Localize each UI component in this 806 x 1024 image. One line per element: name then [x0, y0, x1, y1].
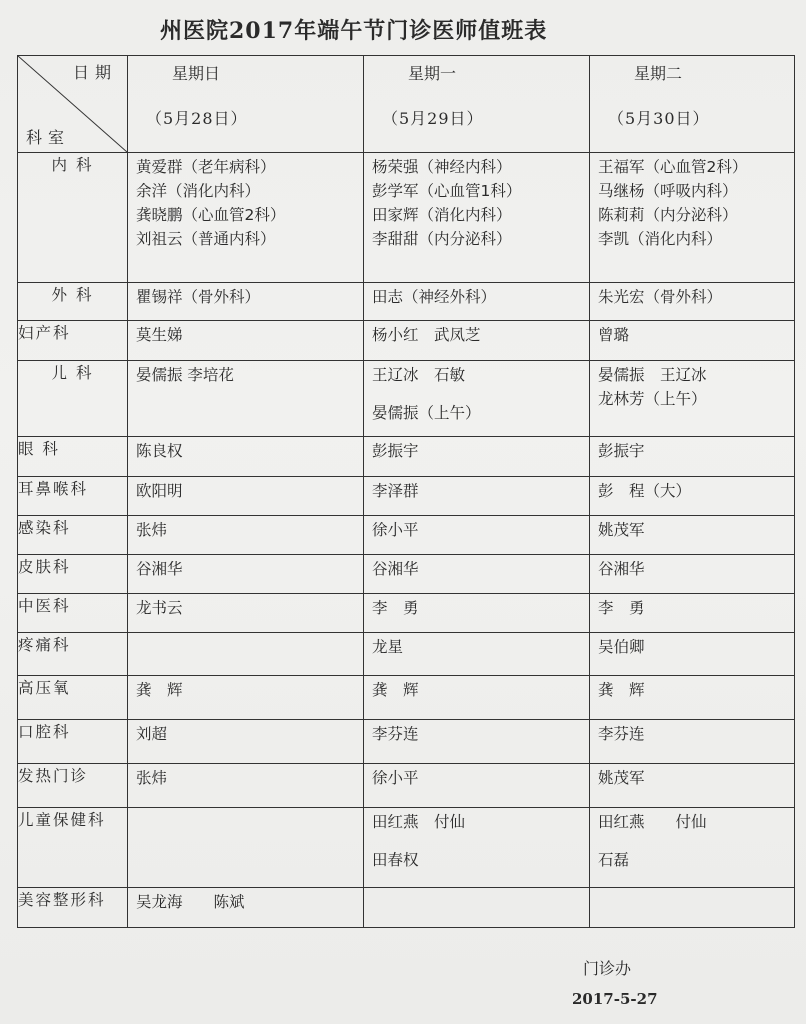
doctor-entry: 李甜甜（内分泌科） — [372, 230, 512, 248]
duty-cell — [128, 361, 364, 437]
doctor-entry: 彭振宇 — [372, 442, 419, 460]
doctor-entry: 谷湘华 — [136, 560, 183, 578]
corner-label-department: 科室 — [26, 128, 71, 147]
doctor-entry: 莫生娣 — [136, 326, 183, 344]
department-cell: 外 科 — [18, 283, 128, 321]
doctor-entry: 徐小平 — [372, 769, 419, 787]
doctor-entry: 田家辉（消化内科） — [372, 206, 512, 224]
duty-cell — [128, 321, 364, 361]
duty-cell — [364, 321, 590, 361]
duty-cell — [128, 594, 364, 633]
department-cell: 发热门诊 — [18, 764, 128, 808]
duty-cell — [128, 888, 364, 928]
doctor-entry: 谷湘华 — [372, 560, 419, 578]
doctor-entry: 田春权 — [372, 851, 419, 869]
table-row — [18, 321, 795, 361]
doctor-entry: 谷湘华 — [598, 560, 645, 578]
doctor-entry: 龚 辉 — [372, 681, 419, 699]
doctor-entry: 吴伯卿 — [598, 638, 645, 656]
table-row — [18, 888, 795, 928]
doctor-entry: 彭振宇 — [598, 442, 645, 460]
department-cell: 皮肤科 — [18, 555, 128, 594]
table-row — [18, 720, 795, 764]
doctor-entry: 龙书云 — [136, 599, 183, 617]
issuing-office: 门诊办 — [583, 959, 632, 978]
duty-cell — [590, 676, 795, 720]
doctor-entry: 张炜 — [136, 769, 168, 787]
doctor-entry: 曾璐 — [598, 326, 630, 344]
table-row — [18, 516, 795, 555]
table-row — [18, 555, 795, 594]
doctor-entry: 李芬连 — [372, 725, 419, 743]
doctor-entry: 李凯（消化内科） — [598, 230, 723, 248]
doctor-entry: 张炜 — [136, 521, 168, 539]
department-cell: 儿童保健科 — [18, 808, 128, 888]
table-row — [18, 477, 795, 516]
corner-label-date: 日期 — [72, 63, 117, 82]
doctor-entry: 吴龙海 陈斌 — [136, 893, 245, 911]
doctor-entry: 龚 辉 — [136, 681, 183, 699]
table-row — [18, 808, 795, 888]
duty-cell — [590, 283, 795, 321]
doctor-entry: 姚茂军 — [598, 521, 645, 539]
day-date: （5月30日） — [608, 109, 710, 128]
duty-cell — [590, 361, 795, 437]
duty-cell — [590, 764, 795, 808]
doctor-entry: 余洋（消化内科） — [136, 182, 261, 200]
duty-cell — [590, 477, 795, 516]
doctor-entry: 杨小红 武凤芝 — [372, 326, 481, 344]
duty-cell — [128, 720, 364, 764]
doctor-entry: 龚 辉 — [598, 681, 645, 699]
duty-cell — [128, 633, 364, 676]
header-row — [18, 56, 795, 153]
duty-cell — [128, 516, 364, 555]
doctor-entry: 王辽冰 石敏 — [372, 366, 466, 384]
duty-cell — [364, 437, 590, 477]
department-cell: 感染科 — [18, 516, 128, 555]
duty-cell — [364, 594, 590, 633]
duty-cell — [364, 888, 590, 928]
doctor-entry: 欧阳明 — [136, 482, 183, 500]
doctor-entry: 刘超 — [136, 725, 168, 743]
department-cell: 眼 科 — [18, 437, 128, 477]
page-title: 州医院2017年端午节门诊医师值班表 — [160, 18, 548, 44]
duty-cell — [364, 477, 590, 516]
duty-cell — [590, 153, 795, 283]
duty-cell — [128, 808, 364, 888]
doctor-entry: 田红燕 付仙 — [372, 813, 466, 831]
doctor-entry: 龙星 — [372, 638, 404, 656]
duty-cell — [364, 764, 590, 808]
duty-cell — [128, 153, 364, 283]
doctor-entry: 陈良权 — [136, 442, 183, 460]
roster-body — [18, 153, 795, 928]
doctor-entry: 朱光宏（骨外科） — [598, 288, 723, 306]
table-row — [18, 594, 795, 633]
doctor-entry: 龙林芳（上午） — [598, 390, 707, 408]
doctor-entry: 石磊 — [598, 851, 630, 869]
duty-roster-table — [17, 55, 795, 928]
duty-cell — [128, 555, 364, 594]
duty-cell — [364, 283, 590, 321]
doctor-entry: 李 勇 — [372, 599, 419, 617]
department-cell: 高压氧 — [18, 676, 128, 720]
department-cell: 疼痛科 — [18, 633, 128, 676]
duty-cell — [364, 720, 590, 764]
department-cell: 美容整形科 — [18, 888, 128, 928]
duty-cell — [364, 633, 590, 676]
day-header-tuesday — [590, 56, 795, 153]
department-cell: 口腔科 — [18, 720, 128, 764]
table-row — [18, 153, 795, 283]
duty-cell — [590, 720, 795, 764]
doctor-entry: 杨荣强（神经内科） — [372, 158, 512, 176]
duty-cell — [590, 594, 795, 633]
duty-cell — [128, 477, 364, 516]
duty-cell — [590, 437, 795, 477]
doctor-entry: 姚茂军 — [598, 769, 645, 787]
department-cell: 中医科 — [18, 594, 128, 633]
doctor-entry: 瞿锡祥（骨外科） — [136, 288, 261, 306]
duty-cell — [590, 555, 795, 594]
day-date: （5月28日） — [146, 109, 248, 128]
issue-date: 2017-5-27 — [572, 990, 658, 1008]
duty-cell — [128, 437, 364, 477]
duty-cell — [128, 283, 364, 321]
corner-header-cell — [18, 56, 128, 153]
duty-cell — [364, 361, 590, 437]
duty-cell — [364, 516, 590, 555]
doctor-entry: 晏儒振（上午） — [372, 404, 481, 422]
day-name: 星期日 — [172, 64, 221, 83]
table-row — [18, 764, 795, 808]
department-cell: 内 科 — [18, 153, 128, 283]
day-name: 星期二 — [634, 64, 683, 83]
department-cell: 儿 科 — [18, 361, 128, 437]
day-header-sunday — [128, 56, 364, 153]
duty-cell — [590, 633, 795, 676]
doctor-entry: 王福军（心血管2科） — [598, 158, 748, 176]
doctor-entry: 黄爱群（老年病科） — [136, 158, 276, 176]
doctor-entry: 龚晓鹏（心血管2科） — [136, 206, 286, 224]
doctor-entry: 彭 程（大） — [598, 482, 692, 500]
duty-cell — [364, 808, 590, 888]
duty-cell — [364, 555, 590, 594]
day-date: （5月29日） — [382, 109, 484, 128]
doctor-entry: 马继杨（呼吸内科） — [598, 182, 738, 200]
duty-cell — [128, 676, 364, 720]
doctor-entry: 田志（神经外科） — [372, 288, 497, 306]
doctor-entry: 李泽群 — [372, 482, 419, 500]
doctor-entry: 李芬连 — [598, 725, 645, 743]
duty-cell — [590, 321, 795, 361]
duty-cell — [590, 516, 795, 555]
doctor-entry: 李 勇 — [598, 599, 645, 617]
doctor-entry: 彭学军（心血管1科） — [372, 182, 522, 200]
table-row — [18, 676, 795, 720]
day-name: 星期一 — [408, 64, 457, 83]
doctor-entry: 田红燕 付仙 — [598, 813, 707, 831]
department-cell: 妇产科 — [18, 321, 128, 361]
table-row — [18, 361, 795, 437]
day-header-monday — [364, 56, 590, 153]
table-row — [18, 437, 795, 477]
doctor-entry: 陈莉莉（内分泌科） — [598, 206, 738, 224]
doctor-entry: 徐小平 — [372, 521, 419, 539]
table-row — [18, 633, 795, 676]
duty-cell — [364, 676, 590, 720]
duty-cell — [590, 808, 795, 888]
duty-cell — [364, 153, 590, 283]
duty-cell — [128, 764, 364, 808]
table-row — [18, 283, 795, 321]
duty-cell — [590, 888, 795, 928]
doctor-entry: 刘祖云（普通内科） — [136, 230, 276, 248]
department-cell: 耳鼻喉科 — [18, 477, 128, 516]
doctor-entry: 晏儒振 王辽冰 — [598, 366, 707, 384]
doctor-entry: 晏儒振 李培花 — [136, 366, 234, 384]
